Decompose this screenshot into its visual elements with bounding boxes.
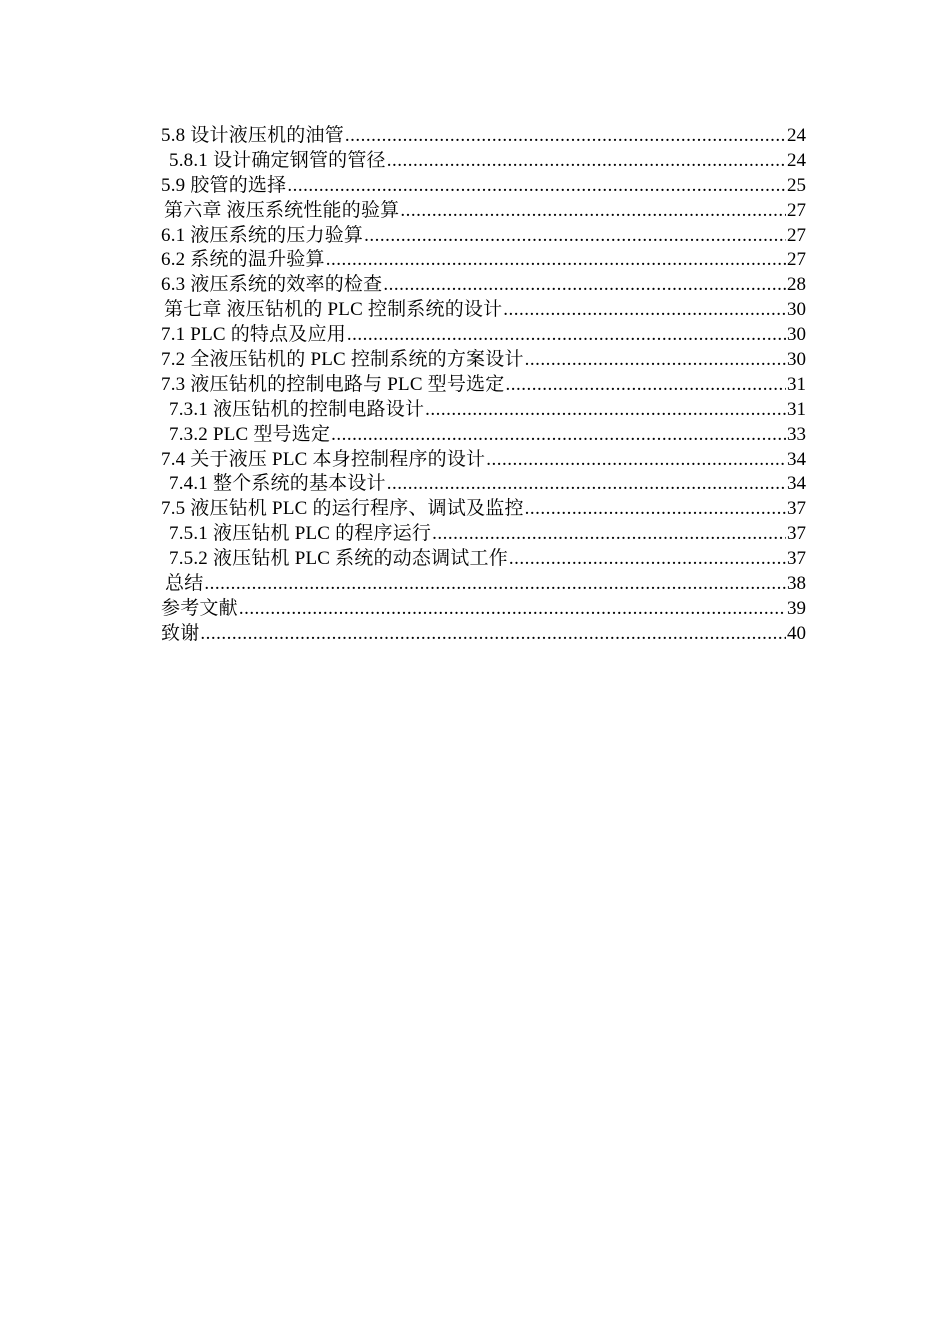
toc-entry[interactable] [161,298,806,323]
table-of-contents [161,124,806,647]
toc-leader-dots [486,448,786,473]
toc-leader-dots [525,497,786,522]
toc-entry[interactable] [161,597,806,622]
toc-entry-title: 第六章 液压系统性能的验算 [164,199,400,221]
toc-entry-title: 5.8.1 设计确定钢管的管径 [169,149,386,171]
toc-page-number: 27 [787,224,806,246]
toc-leader-dots [326,248,786,273]
toc-entry[interactable] [161,522,806,547]
toc-entry[interactable] [161,273,806,298]
toc-page-number: 30 [787,299,806,321]
toc-leader-dots [383,273,786,298]
toc-entry[interactable] [161,472,806,497]
toc-entry-title: 7.4 关于液压 PLC 本身控制程序的设计 [161,448,486,470]
toc-leader-dots [387,149,786,174]
toc-page-number: 27 [787,249,806,271]
toc-entry-title: 6.2 系统的温升验算 [161,249,325,271]
toc-leader-dots [200,622,786,647]
toc-entry-title: 第七章 液压钻机的 PLC 控制系统的设计 [164,299,503,321]
toc-entry-title: 5.9 胶管的选择 [161,174,287,196]
toc-entry[interactable] [161,423,806,448]
toc-entry[interactable] [161,323,806,348]
toc-page-number: 25 [787,174,806,196]
toc-entry[interactable] [161,572,806,597]
toc-entry-title: 6.1 液压系统的压力验算 [161,224,364,246]
toc-page-number: 30 [787,324,806,346]
toc-entry-title: 致谢 [161,622,200,644]
toc-entry-title: 7.5.2 液压钻机 PLC 系统的动态调试工作 [169,548,508,570]
toc-leader-dots [432,522,786,547]
toc-entry[interactable] [161,149,806,174]
toc-entry[interactable] [161,448,806,473]
toc-leader-dots [503,298,786,323]
toc-page-number: 31 [787,398,806,420]
toc-entry-title: 7.1 PLC 的特点及应用 [161,324,346,346]
toc-page-number: 37 [787,548,806,570]
toc-entry-title: 7.2 全液压钻机的 PLC 控制系统的方案设计 [161,349,524,371]
toc-page-number: 39 [787,597,806,619]
toc-page-number: 30 [787,349,806,371]
toc-leader-dots [239,597,786,622]
toc-entry-title: 5.8 设计液压机的油管 [161,125,344,146]
toc-page-number: 37 [787,523,806,545]
toc-entry-title: 参考文献 [161,597,238,619]
toc-leader-dots [345,124,786,149]
toc-entry[interactable] [161,348,806,373]
toc-entry[interactable] [161,224,806,249]
toc-entry[interactable] [161,124,806,149]
toc-page-number: 34 [787,473,806,495]
toc-leader-dots [204,572,786,597]
toc-leader-dots [364,224,786,249]
toc-entry-title: 7.3.1 液压钻机的控制电路设计 [169,398,425,420]
toc-entry-title: 总结 [165,573,204,595]
toc-page-number: 34 [787,448,806,470]
toc-leader-dots [425,398,786,423]
toc-page-number: 27 [787,199,806,221]
toc-entry[interactable] [161,199,806,224]
toc-page-number: 38 [787,573,806,595]
toc-entry-title: 7.3.2 PLC 型号选定 [169,423,331,445]
toc-page-number: 33 [787,423,806,445]
toc-leader-dots [287,174,786,199]
toc-page-number: 28 [787,274,806,296]
toc-entry-title: 7.5.1 液压钻机 PLC 的程序运行 [169,523,432,545]
toc-entry-title: 7.4.1 整个系统的基本设计 [169,473,386,495]
toc-leader-dots [505,373,786,398]
toc-leader-dots [387,472,786,497]
toc-leader-dots [347,323,786,348]
toc-entry[interactable] [161,547,806,572]
toc-entry-title: 6.3 液压系统的效率的检查 [161,274,383,296]
toc-page-number: 40 [787,622,806,644]
toc-entry[interactable] [161,497,806,522]
toc-leader-dots [525,348,786,373]
toc-entry[interactable] [161,622,806,647]
toc-leader-dots [400,199,786,224]
toc-page-number: 31 [787,373,806,395]
toc-entry-title: 7.5 液压钻机 PLC 的运行程序、调试及监控 [161,498,524,520]
toc-entry-title: 7.3 液压钻机的控制电路与 PLC 型号选定 [161,373,505,395]
toc-entry[interactable] [161,398,806,423]
toc-entry[interactable] [161,174,806,199]
toc-leader-dots [509,547,786,572]
toc-entry[interactable] [161,248,806,273]
toc-leader-dots [331,423,786,448]
toc-page-number: 24 [787,125,806,146]
toc-entry[interactable] [161,373,806,398]
toc-page-number: 24 [787,149,806,171]
toc-page-number: 37 [787,498,806,520]
